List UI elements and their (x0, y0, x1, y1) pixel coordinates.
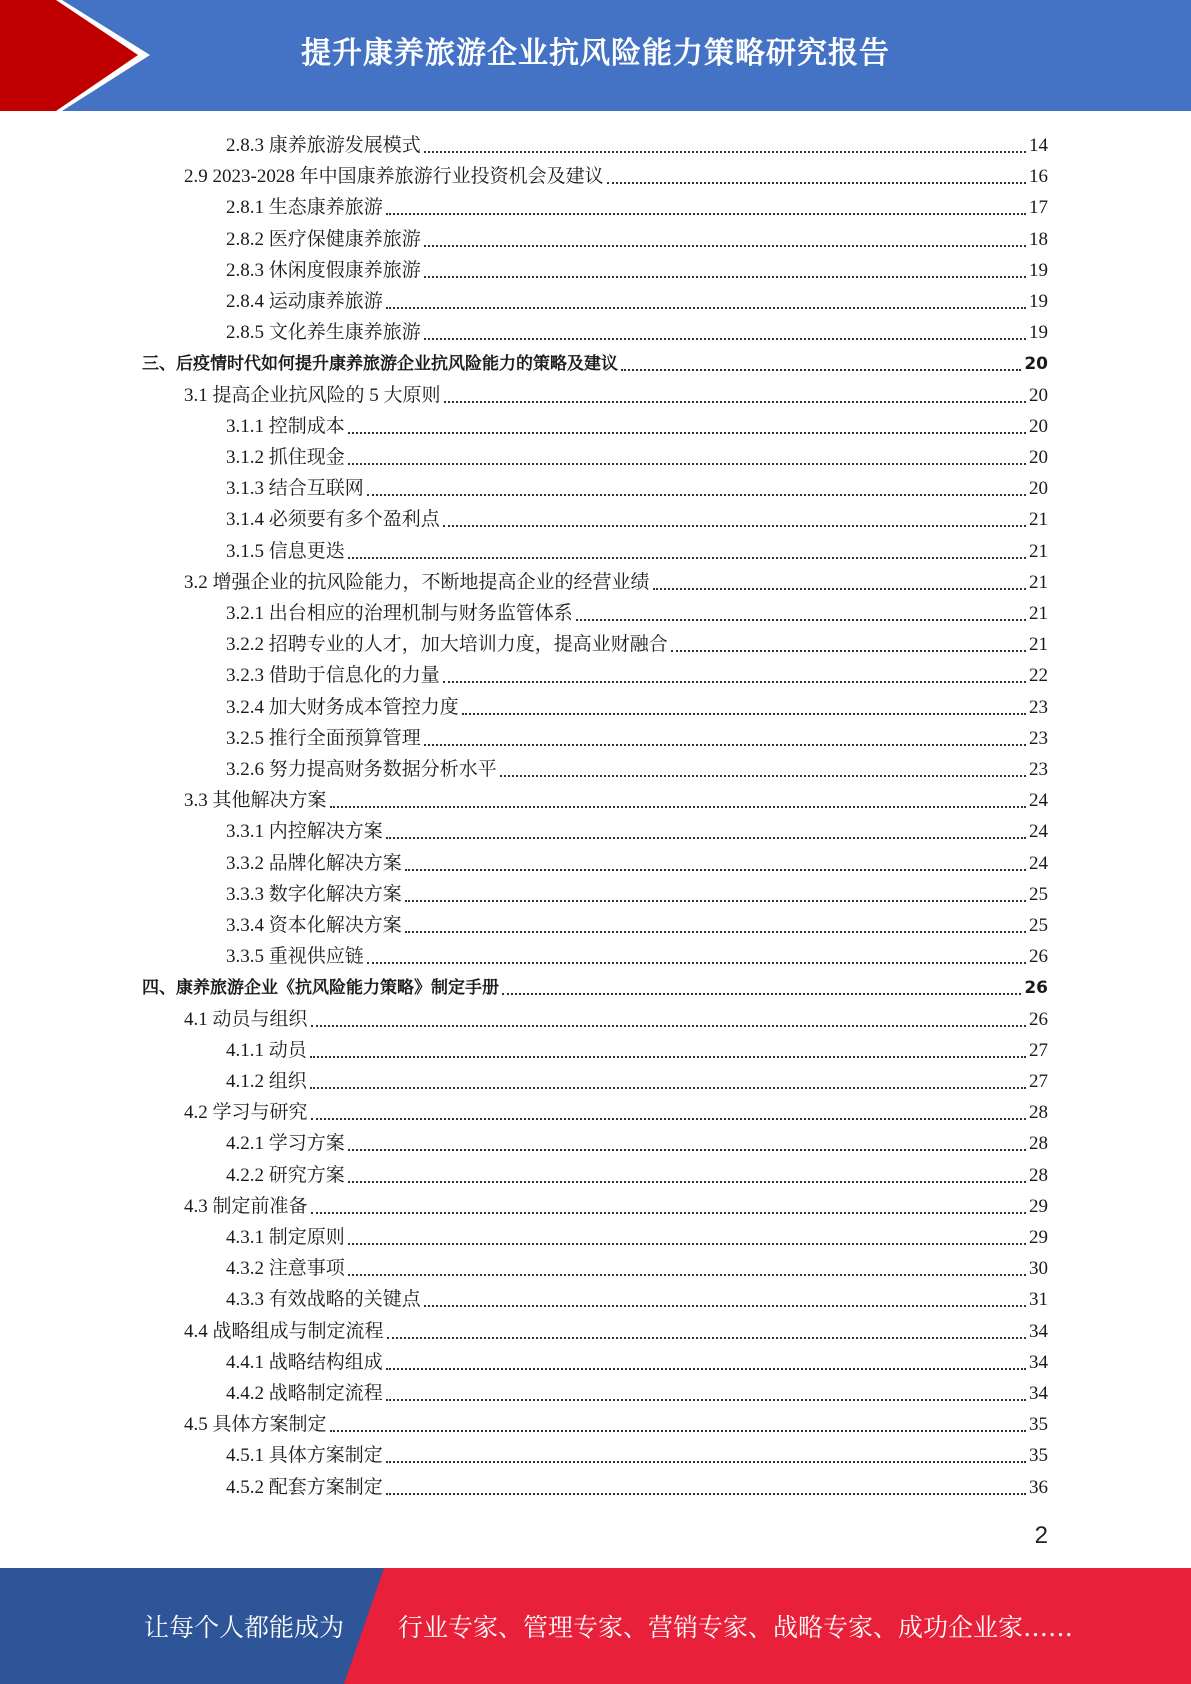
toc-entry[interactable] (226, 501, 1048, 532)
toc-entry-page: 27 (1029, 1039, 1048, 1061)
toc-entry[interactable] (184, 564, 1048, 595)
toc-entry-title: 结合互联网 (268, 478, 364, 500)
toc-entry-page: 20 (1029, 384, 1048, 406)
toc-entry-page: 31 (1029, 1289, 1048, 1311)
toc-entry[interactable] (226, 1219, 1048, 1250)
toc-entry-number: 4.3.3 (226, 1289, 264, 1311)
toc-entry-title: 出台相应的治理机制与财务监管体系 (268, 603, 573, 624)
toc-entry[interactable] (226, 657, 1048, 688)
toc-dot-leader (348, 432, 1026, 434)
toc-entry-number: 3.1.2 (226, 447, 264, 468)
toc-entry-number: 2.8.5 (226, 322, 264, 344)
toc-entry[interactable] (226, 720, 1048, 751)
toc-entry-title: 重视供应链 (268, 946, 364, 968)
toc-entry-number: 3.2.2 (226, 634, 264, 656)
toc-entry-number: 3.2.1 (226, 603, 264, 624)
toc-entry-number: 3.3.2 (226, 852, 264, 874)
toc-entry-title: 招聘专业的人才，加大培训力度，提高业财融合 (268, 634, 668, 656)
toc-entry-page: 28 (1029, 1133, 1048, 1155)
toc-dot-leader (348, 1243, 1026, 1245)
toc-entry[interactable] (226, 1281, 1048, 1312)
toc-dot-leader (424, 276, 1026, 278)
toc-entry-number: 2.9 (184, 166, 208, 188)
toc-entry-number: 3.1.4 (226, 509, 264, 531)
toc-entry-number: 4.5.2 (226, 1476, 264, 1498)
toc-entry-title: 动员与组织 (212, 1008, 308, 1030)
toc-entry-title: 具体方案制定 (268, 1445, 383, 1467)
toc-entry[interactable] (226, 1437, 1048, 1468)
toc-entry-page: 18 (1029, 228, 1048, 250)
toc-entry[interactable] (184, 782, 1048, 813)
toc-entry-number: 4.2.2 (226, 1164, 264, 1186)
toc-entry[interactable] (226, 1063, 1048, 1094)
toc-entry[interactable] (226, 221, 1048, 252)
toc-entry-number: 3.3.1 (226, 821, 264, 843)
toc-entry-title: 推行全面预算管理 (268, 727, 421, 749)
toc-dot-leader (653, 588, 1026, 590)
toc-entry-page: 21 (1029, 571, 1048, 593)
toc-entry-page: 21 (1029, 603, 1048, 624)
toc-entry-number: 4.3 (184, 1195, 208, 1217)
page-footer (0, 1568, 1191, 1684)
toc-entry[interactable] (226, 813, 1048, 844)
toc-entry-title: 文化养生康养旅游 (268, 322, 421, 344)
toc-entry-title: 战略制定流程 (268, 1383, 383, 1404)
toc-entry[interactable] (226, 283, 1048, 314)
document-title: 提升康养旅游企业抗风险能力策略研究报告 (301, 36, 890, 71)
toc-entry[interactable] (226, 907, 1048, 938)
toc-entry[interactable] (184, 1094, 1048, 1125)
toc-entry[interactable] (184, 1313, 1048, 1344)
toc-dot-leader (386, 1399, 1026, 1401)
toc-dot-leader (348, 1149, 1026, 1151)
toc-entry-page: 35 (1029, 1445, 1048, 1467)
toc-entry-number: 4.1.1 (226, 1039, 264, 1061)
toc-entry-number: 4.1.2 (226, 1071, 264, 1092)
toc-entry-number: 4.3.1 (226, 1227, 264, 1248)
toc-entry-page: 29 (1029, 1195, 1048, 1217)
toc-dot-leader (311, 1025, 1026, 1027)
toc-entry-title: 信息更迭 (268, 540, 345, 562)
toc-entry-title: 控制成本 (268, 415, 345, 437)
toc-entry-page: 26 (1024, 978, 1048, 999)
toc-entry[interactable] (142, 345, 1048, 376)
toc-entry-number: 3.3 (184, 790, 208, 812)
toc-entry-number: 4.2 (184, 1102, 208, 1124)
toc-dot-leader (386, 1461, 1026, 1463)
page-number: 2 (1034, 1522, 1048, 1549)
toc-entry[interactable] (226, 439, 1048, 470)
toc-entry[interactable] (226, 252, 1048, 283)
toc-dot-leader (310, 1087, 1026, 1089)
toc-entry-number: 3.2 (184, 571, 208, 593)
toc-dot-leader (386, 837, 1026, 839)
toc-entry-title: 生态康养旅游 (268, 197, 383, 219)
toc-entry-number: 3.2.3 (226, 665, 264, 687)
toc-entry-page: 16 (1029, 166, 1048, 188)
toc-dot-leader (330, 806, 1026, 808)
toc-entry[interactable] (184, 1406, 1048, 1437)
toc-entry-number: 4.5 (184, 1414, 208, 1436)
toc-entry[interactable] (226, 876, 1048, 907)
toc-entry-title: 制定前准备 (212, 1195, 308, 1217)
toc-dot-leader (405, 900, 1026, 902)
toc-entry-number: 3.1.1 (226, 415, 264, 437)
toc-entry-page: 25 (1029, 915, 1048, 936)
toc-entry-title: 休闲度假康养旅游 (268, 259, 421, 281)
toc-entry-page: 27 (1029, 1071, 1048, 1092)
toc-entry-page: 14 (1029, 135, 1048, 156)
toc-entry-page: 21 (1029, 509, 1048, 531)
page-header (0, 0, 1191, 111)
toc-entry-number: 3.1.3 (226, 478, 264, 500)
toc-entry[interactable] (226, 751, 1048, 782)
toc-entry-page: 28 (1029, 1164, 1048, 1186)
toc-entry-title: 内控解决方案 (268, 821, 383, 843)
toc-entry[interactable] (184, 158, 1048, 189)
toc-entry-page: 19 (1029, 322, 1048, 344)
toc-entry-page: 34 (1029, 1320, 1048, 1342)
toc-dot-leader (444, 401, 1026, 403)
toc-entry-number: 4.1 (184, 1008, 208, 1030)
toc-entry-number: 2.8.2 (226, 228, 264, 250)
toc-entry-title: 战略结构组成 (268, 1351, 383, 1373)
toc-entry-number: 四、 (142, 978, 176, 999)
toc-entry-number: 4.4.2 (226, 1383, 264, 1404)
toc-dot-leader (424, 151, 1026, 153)
toc-entry-number: 4.4.1 (226, 1351, 264, 1373)
toc-entry-number: 4.3.2 (226, 1258, 264, 1280)
toc-dot-leader (386, 213, 1026, 215)
toc-entry-title: 后疫情时代如何提升康养旅游企业抗风险能力的策略及建议 (176, 354, 618, 375)
toc-entry-title: 其他解决方案 (212, 790, 327, 812)
toc-entry-page: 19 (1029, 291, 1048, 312)
toc-entry[interactable] (184, 377, 1048, 408)
toc-dot-leader (502, 993, 1021, 995)
toc-entry-page: 35 (1029, 1414, 1048, 1436)
toc-entry[interactable] (226, 1125, 1048, 1156)
toc-entry[interactable] (142, 969, 1048, 1000)
toc-entry-page: 19 (1029, 259, 1048, 281)
toc-dot-leader (311, 1118, 1026, 1120)
toc-dot-leader (424, 744, 1026, 746)
toc-entry-title: 提高企业抗风险的 5 大原则 (212, 384, 441, 406)
toc-dot-leader (405, 931, 1026, 933)
toc-entry-number: 三、 (142, 354, 176, 375)
toc-entry-number: 3.2.6 (226, 759, 264, 780)
toc-entry-number: 2.8.1 (226, 197, 264, 219)
toc-entry[interactable] (226, 1157, 1048, 1188)
toc-entry-page: 20 (1029, 415, 1048, 437)
toc-entry[interactable] (184, 1188, 1048, 1219)
toc-entry[interactable] (226, 1375, 1048, 1406)
toc-dot-leader (443, 681, 1026, 683)
toc-dot-leader (386, 1368, 1026, 1370)
toc-entry[interactable] (226, 314, 1048, 345)
toc-entry-number: 2.8.3 (226, 135, 264, 156)
toc-entry-page: 24 (1029, 821, 1048, 843)
toc-entry[interactable] (226, 1344, 1048, 1375)
toc-dot-leader (405, 869, 1026, 871)
toc-dot-leader (367, 962, 1026, 964)
toc-entry-page: 34 (1029, 1383, 1048, 1404)
toc-entry-page: 28 (1029, 1102, 1048, 1124)
toc-dot-leader (462, 713, 1026, 715)
toc-entry-title: 学习方案 (268, 1133, 345, 1155)
toc-entry-page: 30 (1029, 1258, 1048, 1280)
toc-dot-leader (424, 245, 1026, 247)
toc-entry-title: 注意事项 (268, 1258, 345, 1280)
toc-entry-title: 运动康养旅游 (268, 291, 383, 312)
toc-entry[interactable] (226, 470, 1048, 501)
toc-dot-leader (348, 557, 1026, 559)
toc-entry-page: 20 (1024, 354, 1048, 375)
toc-dot-leader (348, 1274, 1026, 1276)
toc-entry-title: 努力提高财务数据分析水平 (268, 759, 497, 780)
toc-entry-page: 22 (1029, 665, 1048, 687)
toc-entry-number: 3.3.4 (226, 915, 264, 936)
toc-entry-title: 借助于信息化的力量 (268, 665, 440, 687)
toc-dot-leader (310, 1056, 1026, 1058)
toc-dot-leader (500, 775, 1026, 777)
toc-entry-title: 具体方案制定 (212, 1414, 327, 1436)
toc-entry-page: 34 (1029, 1351, 1048, 1373)
toc-entry-number: 2.8.3 (226, 259, 264, 281)
toc-dot-leader (387, 1337, 1026, 1339)
toc-entry-title: 数字化解决方案 (268, 883, 402, 905)
toc-dot-leader (367, 494, 1026, 496)
toc-dot-leader (330, 1430, 1026, 1432)
toc-entry-number: 3.3.5 (226, 946, 264, 968)
toc-entry[interactable] (226, 938, 1048, 969)
toc-entry-number: 4.2.1 (226, 1133, 264, 1155)
toc-entry-title: 有效战略的关键点 (268, 1289, 421, 1311)
toc-entry-number: 3.2.5 (226, 727, 264, 749)
toc-dot-leader (348, 463, 1026, 465)
toc-entry[interactable] (226, 845, 1048, 876)
toc-entry-number: 3.1.5 (226, 540, 264, 562)
toc-entry-page: 26 (1029, 946, 1048, 968)
toc-entry-title: 必须要有多个盈利点 (268, 509, 440, 531)
toc-dot-leader (386, 1493, 1026, 1495)
toc-entry-title: 加大财务成本管控力度 (268, 696, 459, 718)
toc-entry-number: 3.1 (184, 384, 208, 406)
toc-entry-title: 制定原则 (268, 1227, 345, 1248)
toc-dot-leader (424, 1305, 1026, 1307)
toc-entry-title: 学习与研究 (212, 1102, 308, 1124)
toc-entry-title: 战略组成与制定流程 (212, 1320, 384, 1342)
toc-entry-number: 3.2.4 (226, 696, 264, 718)
toc-entry-page: 21 (1029, 634, 1048, 656)
header-chevron-icon (0, 0, 160, 111)
toc-dot-leader (386, 307, 1026, 309)
toc-dot-leader (443, 525, 1026, 527)
toc-entry[interactable] (226, 1469, 1048, 1500)
toc-entry-page: 26 (1029, 1008, 1048, 1030)
toc-entry[interactable] (226, 533, 1048, 564)
toc-dot-leader (607, 182, 1026, 184)
toc-entry-page: 24 (1029, 790, 1048, 812)
toc-entry-page: 20 (1029, 478, 1048, 500)
toc-entry[interactable] (226, 127, 1048, 158)
toc-entry[interactable] (226, 595, 1048, 626)
toc-entry[interactable] (226, 689, 1048, 720)
toc-entry-page: 20 (1029, 447, 1048, 468)
toc-entry-page: 36 (1029, 1476, 1048, 1498)
toc-dot-leader (621, 369, 1021, 371)
toc-entry-page: 29 (1029, 1227, 1048, 1248)
toc-entry-page: 24 (1029, 852, 1048, 874)
toc-entry-title: 动员 (268, 1039, 307, 1061)
toc-entry-title: 抓住现金 (268, 447, 345, 468)
toc-dot-leader (424, 338, 1026, 340)
toc-entry[interactable] (184, 1001, 1048, 1032)
toc-entry-title: 配套方案制定 (268, 1476, 383, 1498)
toc-entry-title: 研究方案 (268, 1164, 345, 1186)
toc-entry-page: 17 (1029, 197, 1048, 219)
toc-entry-title: 康养旅游企业《抗风险能力策略》制定手册 (176, 978, 499, 999)
toc-entry-title: 品牌化解决方案 (268, 852, 402, 874)
toc-entry[interactable] (226, 408, 1048, 439)
toc-entry[interactable] (226, 189, 1048, 220)
toc-entry-page: 21 (1029, 540, 1048, 562)
toc-entry-page: 23 (1029, 759, 1048, 780)
toc-entry[interactable] (226, 626, 1048, 657)
toc-entry-number: 4.4 (184, 1320, 208, 1342)
toc-entry-title: 康养旅游发展模式 (268, 135, 421, 156)
toc-entry-title: 资本化解决方案 (268, 915, 402, 936)
toc-entry-number: 3.3.3 (226, 883, 264, 905)
toc-entry-number: 2.8.4 (226, 291, 264, 312)
toc-entry[interactable] (226, 1250, 1048, 1281)
toc-entry-title: 组织 (268, 1071, 307, 1092)
toc-dot-leader (311, 1212, 1026, 1214)
toc-dot-leader (576, 619, 1026, 621)
footer-slogan-left: 让每个人都能成为 (144, 1613, 345, 1642)
toc-dot-leader (348, 1181, 1026, 1183)
toc-entry-title: 2023-2028 年中国康养旅游行业投资机会及建议 (212, 166, 604, 188)
toc-entry-title: 增强企业的抗风险能力，不断地提高企业的经营业绩 (212, 571, 650, 593)
toc-entry-page: 23 (1029, 696, 1048, 718)
footer-slogan-right: 行业专家、管理专家、营销专家、战略专家、成功企业家…… (398, 1613, 1074, 1642)
toc-entry-number: 4.5.1 (226, 1445, 264, 1467)
toc-entry[interactable] (226, 1032, 1048, 1063)
toc-entry-title: 医疗保健康养旅游 (268, 228, 421, 250)
toc-dot-leader (671, 650, 1026, 652)
toc-entry-page: 25 (1029, 883, 1048, 905)
toc-entry-page: 23 (1029, 727, 1048, 749)
